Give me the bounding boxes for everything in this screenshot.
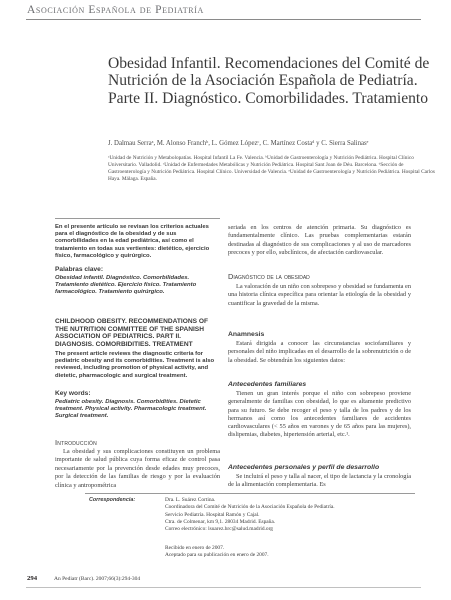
personal-history-heading: Antecedentes personales y perfil de desarrollo <box>228 464 380 471</box>
correspondence-line: Coordinadora del Comité de Nutrición de la Asociación Española de Pediatría. <box>165 504 335 511</box>
society-header: Asociación Española de Pediatría <box>27 4 204 16</box>
journal-citation: An Pediatr (Barc). 2007;66(3):294-304 <box>54 576 141 582</box>
family-history-paragraph: Tienen un gran interés porque el niño con sobrepeso proviene generalmente de familias con obesidad, lo que es altamente predictivo para su futuro. Se debe recoger el peso y talla de los padres y de los hermanos así como los antecedentes familiares de accidentes cardiovasculares (< 55 años en varones y de 65 años para las mujeres), dislipemias, diabetes, hipertensión arterial, etc.¹. <box>228 390 411 439</box>
personal-history-paragraph: Se incluirá el peso y talla al nacer, el tipo de lactancia y la cronología de la alimentación complementaria. Es <box>228 473 411 489</box>
anamnesis-heading: Anamnesis <box>228 331 265 338</box>
keywords-en-label: Key words: <box>55 390 91 397</box>
personal-history-text <box>228 473 411 490</box>
keywords-es: Obesidad infantil. Diagnóstico. Comorbilidades. Tratamiento dietético. Ejercicio físico. Tratamiento farmacológico. Tratamiento quirúrgico. <box>55 275 197 296</box>
keywords-en: Pediatric obesity. Diagnosis. Comorbidities. Dietetic treatment. Physical activity. Pharmacologic treatment. Surgical treatment. <box>55 399 207 420</box>
accepted-date: Aceptado para su publicación en enero de 2007. <box>165 552 269 559</box>
received-date: Recibido en enero de 2007. <box>165 545 225 551</box>
correspondence-line: Servicio Pediatría. Hospital Ramón y Cajal. <box>165 511 260 518</box>
abstract-es: En el presente artículo se revisan los criterios actuales para el diagnóstico de la obesidad y de sus comorbilidades en la edad pediátrica, así como el tratamiento en todas sus vertientes: dietético, ejercicio físico, farmacológico y quirúrgico. <box>55 224 210 259</box>
anamnesis-text <box>228 340 411 365</box>
anamnesis-paragraph: Estará dirigida a conocer las circunstancias sociofamiliares y personales del niño implicadas en el desarrollo de la sobrenutrición o de la obesidad. Se obtendrán los siguientes datos: <box>228 340 411 364</box>
footer-rule <box>26 587 421 588</box>
page-number: 294 <box>27 575 38 582</box>
article-title: Obesidad Infantil. Recomendaciones del Comité de Nutrición de la Asociación Española de Pediatría. Parte II. Diagnóstico. Comorbilidades. Tratamiento <box>108 55 430 107</box>
keywords-es-label: Palabras clave: <box>55 266 104 273</box>
right-column-continuation: seriada en los centros de atención primaria. Su diagnóstico es fundamentalmente clínico. Las pruebas complementarias estarán destinadas al diagnóstico de sus complicaciones y al uso de marcadores precoces y por ello, subclínicos, de afectación cardiovascular. <box>228 224 411 256</box>
diagnosis-text <box>228 283 411 308</box>
diagnosis-heading: Diagnóstico de la obesidad <box>228 272 310 281</box>
received-accepted-dates <box>165 545 415 560</box>
correspondence-line: Ctra. de Colmenar, km 9,1. 28034 Madrid. España. <box>165 518 276 525</box>
abstract-en: The present article reviews the diagnostic criteria for pediatric obesity and its comorbidities. Treatment is also reviewed, including promotion of physical activity, and dietetic, pharmacologic and surgical treatment. <box>55 351 215 379</box>
header-rule <box>26 19 421 20</box>
correspondence-address <box>165 497 415 533</box>
affiliations: ᵃUnidad de Nutrición y Metabolopatías. Hospital Infantil La Fe. Valencia. ᵇUnidad de Gastroenterología y Nutrición Pediátrica. Hospital Clínico Universitario. Valladolid. ᶜUnidad de Enfermedades Metabólicas y Nutrición Pediátrica. Hospital Sant Joan de Déu. Barcelona. ᵈSección de Gastroenterología y Nutrición Pediátrica. Hospital Clínico. Universidad de Valencia. ᵉUnidad de Gastroenterología y Nutrición Pediátrica. Hospital Carlos Haya. Málaga. España. <box>108 155 435 183</box>
correspondence-label: Correspondencia: <box>89 497 136 503</box>
title-en: CHILDHOOD OBESITY. RECOMMENDATIONS OF THE NUTRITION COMMITTEE OF THE SPANISH ASSOCIATION OF PEDIATRICS. PART II. DIAGNOSIS. COMORBIDITIES. TREATMENT <box>55 318 209 349</box>
family-history-text <box>228 390 411 440</box>
intro-heading: Introducción <box>55 438 97 447</box>
authors: J. Dalmau Serraᵃ, M. Alonso Franchᵇ, L. Gómez Lópezᶜ, C. Martínez Costaᵈ y C. Sierra Salinasᵉ <box>108 140 369 147</box>
diagnosis-paragraph: La valoración de un niño con sobrepeso y obesidad se fundamenta en una historia clínica específica para orientar la etiología de la obesidad y cuantificar la gravedad de la misma. <box>228 283 411 307</box>
intro-paragraph: La obesidad y sus complicaciones constituyen un problema importante de salud pública cuya forma eficaz de control pasa necesariamente por la prevención desde edades muy precoces, por la detección de las familias de riesgo y por la evaluación clínica y antropométrica <box>55 448 220 489</box>
correspondence-email[interactable]: Correo electrónico: lsuarez.hrc@salud.madrid.org <box>165 526 273 533</box>
intro-text <box>55 448 220 490</box>
family-history-heading: Antecedentes familiares <box>228 381 307 388</box>
correspondence-line: Dra. L. Suárez Cortina. <box>165 497 216 503</box>
